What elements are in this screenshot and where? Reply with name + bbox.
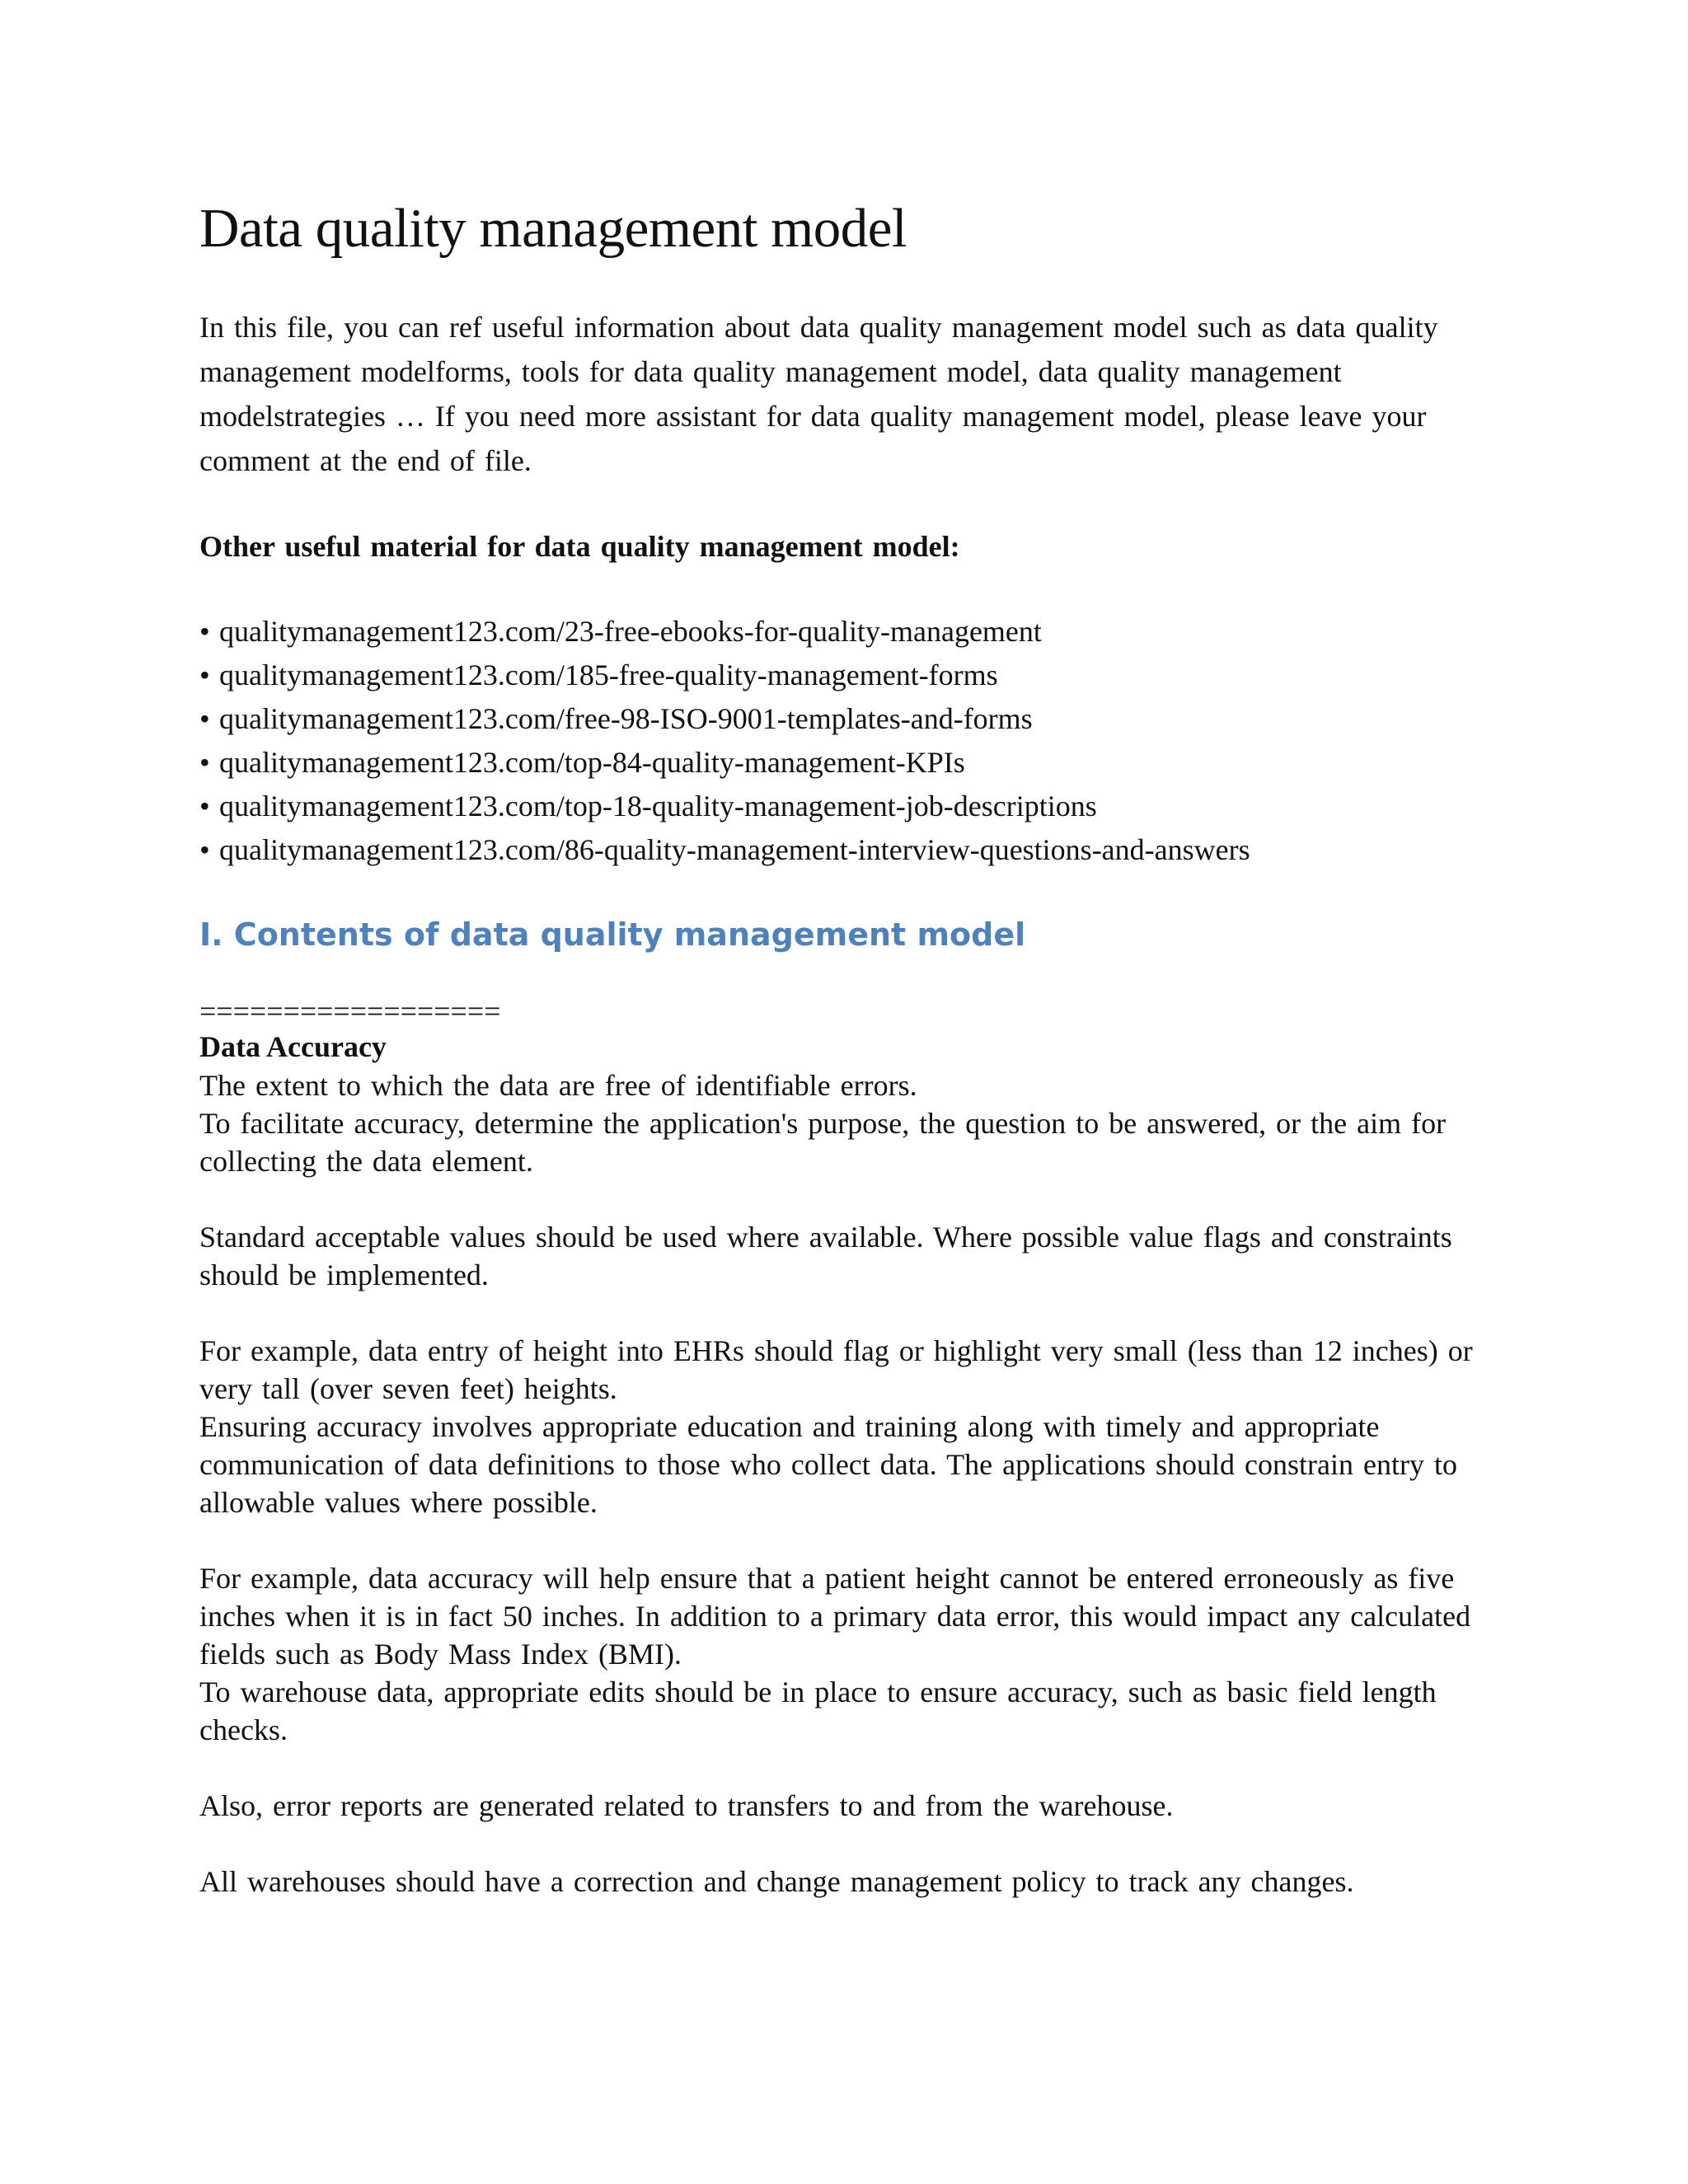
resource-link[interactable]: [199, 654, 1485, 697]
resource-link-text[interactable]: qualitymanagement123.com/185-free-quality-management-forms: [219, 658, 998, 691]
resource-link-text[interactable]: qualitymanagement123.com/free-98-ISO-9001-templates-and-forms: [219, 702, 1033, 735]
body-paragraph: Standard acceptable values should be used where available. Where possible value flags and constraints should be implemented.: [199, 1221, 1452, 1291]
bullet-icon: •: [199, 833, 210, 866]
bullet-icon: •: [199, 746, 210, 779]
body-paragraph: For example, data entry of height into EHRs should flag or highlight very small (less than 12 inches) or very tall (over seven feet) heights.: [199, 1334, 1473, 1405]
document-content: [199, 194, 1485, 1900]
sub-heading-data-accuracy: Data Accuracy: [199, 1030, 387, 1063]
bullet-icon: •: [199, 702, 210, 735]
resource-link-text[interactable]: qualitymanagement123.com/23-free-ebooks-for-quality-management: [219, 615, 1042, 648]
body-paragraph: To facilitate accuracy, determine the application's purpose, the question to be answered, or the aim for collecting the data element.: [199, 1107, 1447, 1178]
separator-line: ==================: [199, 995, 501, 1028]
body-paragraph: The extent to which the data are free of identifiable errors.: [199, 1069, 917, 1102]
paragraph-gap: [199, 1521, 1485, 1559]
resource-link[interactable]: [199, 785, 1485, 828]
body-paragraph: To warehouse data, appropriate edits should be in place to ensure accuracy, such as basic field length checks.: [199, 1675, 1437, 1746]
resource-link[interactable]: [199, 741, 1485, 785]
bullet-icon: •: [199, 615, 210, 648]
body-paragraph: Also, error reports are generated related to transfers to and from the warehouse.: [199, 1789, 1174, 1822]
section-heading: I. Contents of data quality management model: [199, 916, 1026, 953]
intro-paragraph: In this file, you can ref useful information about data quality management model such as data quality management modelforms, tools for data quality management model, data quality management modelstrategies … If you need more assistant for data quality management model, please leave your comment at the end of file.: [199, 311, 1438, 477]
body-paragraph: All warehouses should have a correction and change management policy to track any changes.: [199, 1865, 1354, 1898]
paragraph-gap: [199, 1180, 1485, 1218]
paragraph-gap: [199, 1825, 1485, 1863]
paragraph-gap: [199, 1294, 1485, 1332]
other-material-heading: Other useful material for data quality management model:: [199, 530, 960, 563]
bullet-icon: •: [199, 658, 210, 691]
resource-link-text[interactable]: qualitymanagement123.com/top-18-quality-management-job-descriptions: [219, 790, 1097, 823]
resource-link[interactable]: [199, 610, 1485, 654]
resource-link-text[interactable]: qualitymanagement123.com/top-84-quality-management-KPIs: [219, 746, 965, 779]
resource-link-text[interactable]: qualitymanagement123.com/86-quality-management-interview-questions-and-answers: [219, 833, 1250, 866]
page-title: Data quality management model: [199, 198, 907, 259]
resource-link[interactable]: [199, 828, 1485, 872]
bullet-icon: •: [199, 790, 210, 823]
resource-link[interactable]: [199, 697, 1485, 741]
paragraph-gap: [199, 1749, 1485, 1787]
body-paragraph: Ensuring accuracy involves appropriate education and training along with timely and appropriate communication of data definitions to those who collect data. The applications should constrain entry to allowable values where possible.: [199, 1410, 1457, 1519]
body-paragraph: For example, data accuracy will help ensure that a patient height cannot be entered erroneously as five inches when it is in fact 50 inches. In addition to a primary data error, this would impact any calculated fields such as Body Mass Index (BMI).: [199, 1562, 1471, 1671]
resource-link-list: [199, 610, 1485, 872]
